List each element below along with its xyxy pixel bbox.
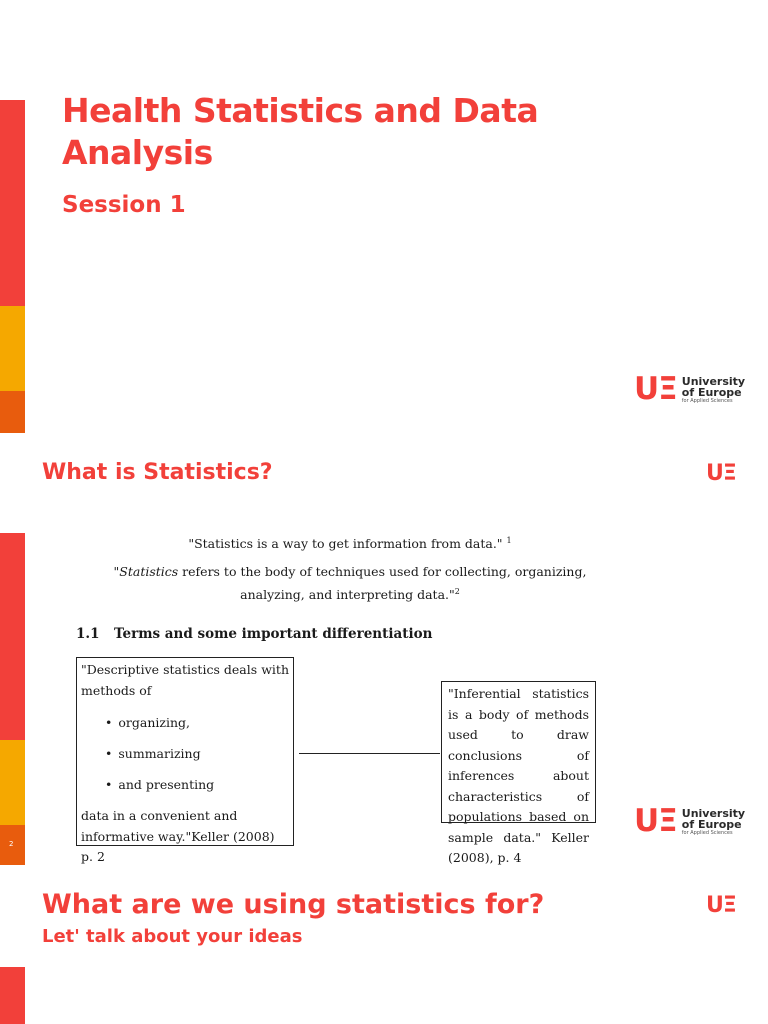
slide-heading: What are we using statistics for? (42, 889, 545, 920)
descriptive-statistics-box (76, 657, 294, 864)
logo-mark-small: UΞ (706, 893, 736, 918)
accent-bar-amber (0, 306, 25, 391)
footnote-ref-2: 2 (454, 587, 460, 596)
quote-2-open: " (113, 564, 120, 579)
descriptive-bullet-list (81, 707, 289, 800)
logo-mark-small: UΞ (706, 461, 736, 486)
quote-1-text: "Statistics is a way to get information from data." (188, 536, 503, 552)
slide-what-is-statistics (0, 433, 768, 865)
page-number: 2 (9, 840, 14, 848)
inferential-statistics-box (441, 681, 596, 865)
slide-title-heading: Health Statistics and Data Analysis (62, 91, 539, 172)
university-logo (634, 803, 746, 839)
bullet-text: and presenting (118, 777, 215, 792)
bullet-text: organizing, (118, 715, 190, 730)
accent-bar-red (0, 967, 25, 1024)
footnote-ref-1: 1 (506, 536, 512, 545)
list-item (105, 707, 289, 738)
section-number: 1.1 (76, 626, 100, 642)
accent-bar-red (0, 533, 25, 740)
slide-title-subtitle: Session 1 (62, 192, 186, 218)
quote-definition-2 (80, 562, 620, 605)
connector-line (299, 753, 440, 754)
slide-title (0, 0, 768, 433)
list-item (105, 738, 289, 769)
logo-line-1: University (681, 806, 746, 820)
logo-text (682, 376, 745, 404)
quote-2-emphasis: Statistics (119, 564, 179, 579)
logo-text (682, 808, 745, 836)
logo-mark: UΞ (634, 803, 677, 839)
bullet-text: summarizing (118, 746, 201, 761)
logo-line-1: University (681, 374, 746, 388)
accent-bar-amber (0, 740, 25, 825)
bullet-icon: • (105, 746, 113, 761)
quote-definition-1 (150, 536, 550, 551)
inferential-text: "Inferential statistics is a body of methods used to draw conclusions of inferences about characteristics of populations based on sample data." Keller (2008), p. 4 (448, 686, 589, 865)
descriptive-outro: data in a convenient and informative way."Keller (2008) p. 2 (81, 808, 275, 864)
slide-subheading: Let' talk about your ideas (42, 926, 303, 947)
logo-line-2: of Europe (681, 817, 742, 831)
university-logo (634, 371, 746, 407)
descriptive-intro: "Descriptive statistics deals with methods of (81, 662, 289, 698)
logo-line-2: of Europe (681, 385, 742, 399)
list-item (105, 769, 289, 800)
section-title: Terms and some important differentiation (114, 626, 433, 642)
accent-bar-red (0, 100, 25, 306)
logo-line-3: for Applied Sciences (681, 829, 733, 836)
logo-line-3: for Applied Sciences (681, 397, 733, 404)
section-heading (76, 626, 432, 642)
logo-mark: UΞ (634, 371, 677, 407)
quote-2-text: refers to the body of techniques used for collecting, organizing, analyzing, and interpreting data." (178, 564, 587, 603)
bullet-icon: • (105, 715, 113, 730)
slide-heading: What is Statistics? (42, 460, 273, 485)
bullet-icon: • (105, 777, 113, 792)
accent-bar-orange (0, 391, 25, 433)
slide-using-statistics (0, 865, 768, 1024)
